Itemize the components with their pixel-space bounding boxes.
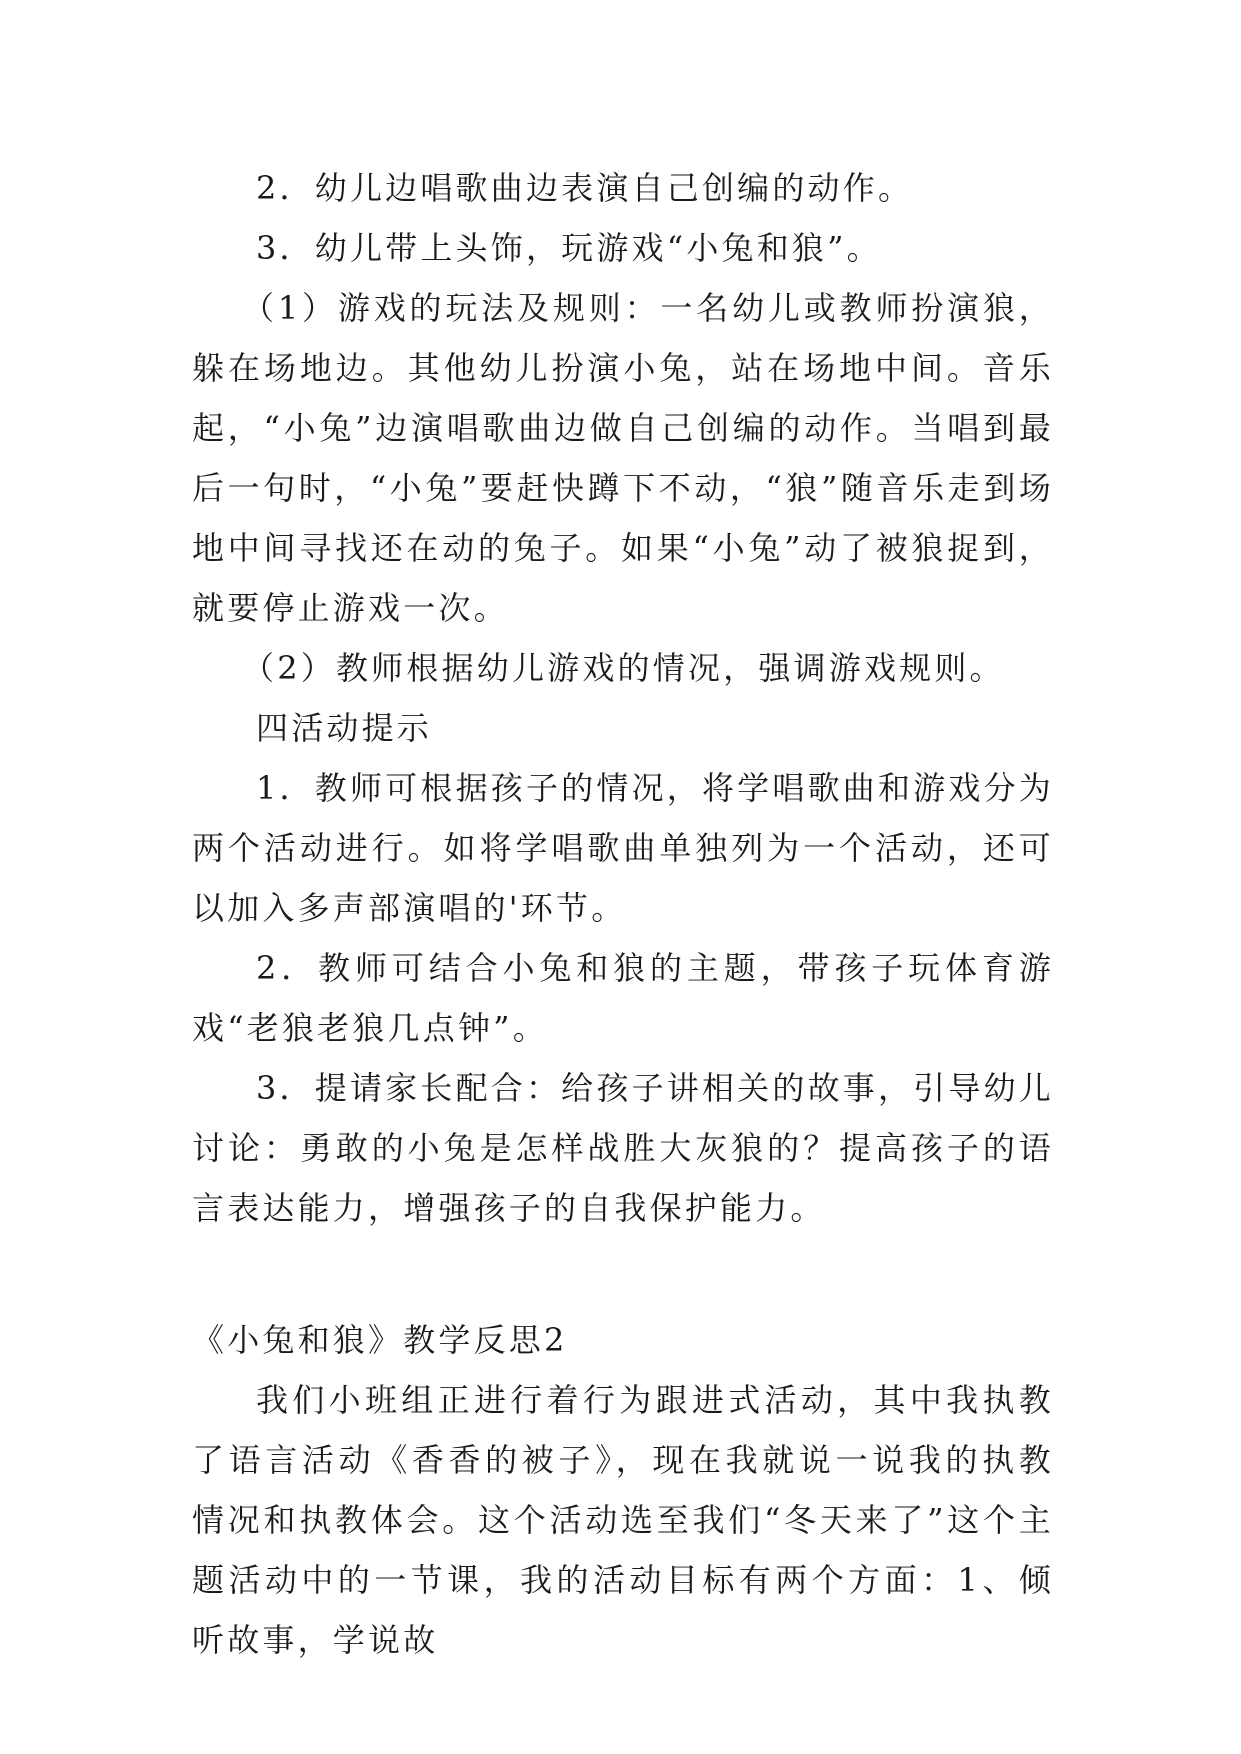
section-spacer: [192, 1238, 1054, 1310]
paragraph-tip-1: 1．教师可根据孩子的情况，将学唱歌曲和游戏分为两个活动进行。如将学唱歌曲单独列为一个活动，还可以加入多声部演唱的'环节。: [192, 769, 1054, 927]
paragraph-tip-3: 3．提请家长配合：给孩子讲相关的故事，引导幼儿讨论：勇敢的小兔是怎样战胜大灰狼的？提高孩子的语言表达能力，增强孩子的自我保护能力。: [192, 1069, 1054, 1227]
document-body: [192, 158, 1054, 1670]
paragraph-game-rules: （1）游戏的玩法及规则：一名幼儿或教师扮演狼，躲在场地边。其他幼儿扮演小兔，站在场地中间。音乐起，“小兔”边演唱歌曲边做自己创编的动作。当唱到最后一句时，“小兔”要赶快蹲下不动，“狼”随音乐走到场地中间寻找还在动的兔子。如果“小兔”动了被狼捉到，就要停止游戏一次。: [192, 289, 1054, 627]
paragraph-step-3: 3．幼儿带上头饰，玩游戏“小兔和狼”。: [256, 229, 882, 267]
paragraph-activity-tips-title: 四活动提示: [256, 709, 433, 747]
paragraph-tip-2: 2．教师可结合小兔和狼的主题，带孩子玩体育游戏“老狼老狼几点钟”。: [192, 949, 1054, 1047]
paragraph-step-2: 2．幼儿边唱歌曲边表演自己创编的动作。: [256, 169, 914, 207]
section-heading: 《小兔和狼》教学反思2: [192, 1321, 568, 1359]
paragraph-emphasize-rules: （2）教师根据幼儿游戏的情况，强调游戏规则。: [242, 649, 1005, 687]
paragraph-reflection-intro: 我们小班组正进行着行为跟进式活动，其中我执教了语言活动《香香的被子》，现在我就说一说我的执教情况和执教体会。这个活动选至我们“冬天来了”这个主题活动中的一节课，我的活动目标有两个方面：1、倾听故事，学说故: [192, 1381, 1054, 1659]
